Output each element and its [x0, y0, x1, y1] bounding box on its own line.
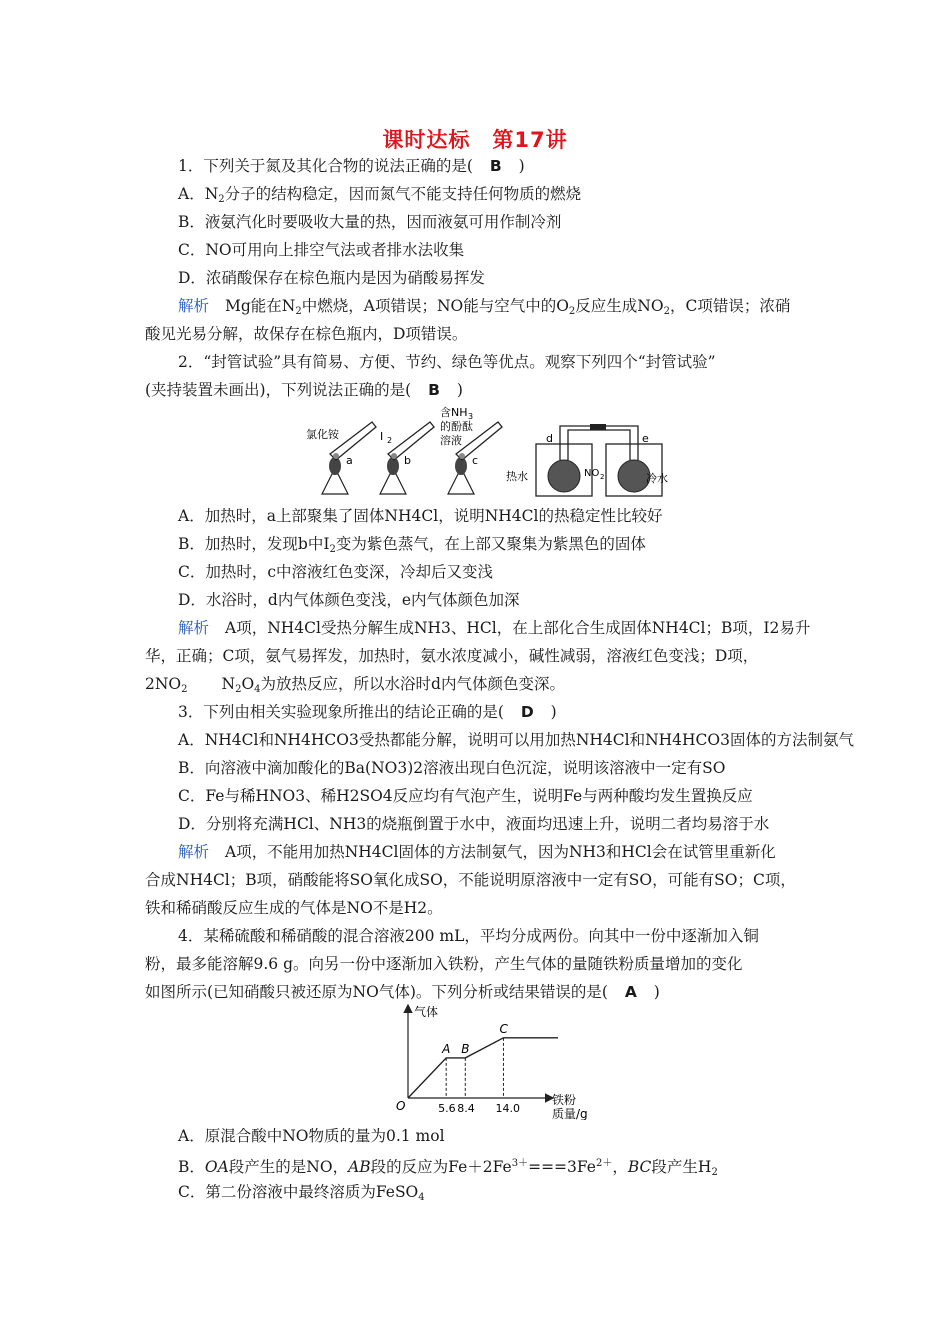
svg-text:c: c: [472, 454, 479, 467]
q2-stem-line1: 2．“封管试验”具有简易、方便、节约、绿色等优点。观察下列四个“封管试验”: [178, 353, 716, 371]
q3-explanation-cont2: 铁和稀硝酸反应生成的气体是NO不是H2。: [145, 899, 443, 917]
q2-option-b: B．加热时，发现b中$I_2$变为紫色蒸气，在上部又聚集为紫黑色的固体: [178, 535, 646, 555]
point-label-B: B: [461, 1041, 470, 1056]
svg-text:NO: NO: [584, 468, 600, 479]
q3-option-d: D．分别将充满HCl、NH3的烧瓶倒置于水中，液面均迅速上升，说明二者均易溶于水: [178, 815, 770, 833]
label-ammonium-chloride: 氯化铵: [306, 428, 339, 441]
q1-option-d: D．浓硝酸保存在棕色瓶内是因为硝酸易挥发: [178, 269, 485, 287]
svg-text:溶液: 溶液: [440, 434, 462, 447]
svg-text:2: 2: [387, 436, 393, 445]
q3-option-a: A．NH4Cl和NH4HCO3受热都能分解，说明可以用加热NH4Cl和NH4HCO3固体的方法制氨气: [178, 731, 854, 749]
svg-text:I: I: [380, 430, 384, 443]
q3-stem: 3．下列由相关实验现象所推出的结论正确的是( D ): [178, 703, 557, 721]
x-axis-label-2: 质量/g: [552, 1107, 588, 1120]
svg-text:含NH: 含NH: [440, 406, 468, 419]
svg-text:冷水: 冷水: [646, 472, 668, 485]
svg-text:3: 3: [468, 412, 474, 421]
svg-text:d: d: [546, 432, 553, 445]
q2-explanation-cont2: $2NO_2$ $N_2O_4$为放热反应，所以水浴时d内气体颜色变深。: [145, 675, 565, 695]
q2-explanation-cont1: 华，正确；C项，氨气易挥发，加热时，氨水浓度减小，碱性减弱，溶液红色变浅；D项，: [145, 647, 759, 665]
y-axis-label: 气体: [414, 1005, 439, 1019]
gas-vs-iron-chart: [390, 1002, 620, 1120]
q3-option-c: C．Fe与稀HNO3、稀H2SO4反应均有气泡产生，说明Fe与两种酸均发生置换反应: [178, 787, 753, 805]
q2-stem-line2: (夹持装置未画出)，下列说法正确的是( B ): [145, 381, 463, 399]
q1-option-b: B．液氨汽化时要吸收大量的热，因而液氨可用作制冷剂: [178, 213, 562, 231]
x-tick-label: 8.4: [457, 1102, 475, 1115]
explanation-label: 解析: [178, 297, 210, 315]
origin-label: O: [396, 1099, 406, 1113]
q2-option-d: D．水浴时，d内气体颜色变浅，e内气体颜色加深: [178, 591, 520, 609]
q2-explanation: 解析 A项，NH4Cl受热分解生成NH3、HCl，在上部化合生成固体NH4Cl；B项，I2易升: [178, 619, 811, 637]
q1-explanation-cont: 酸见光易分解，故保存在棕色瓶内，D项错误。: [145, 325, 468, 343]
q3-explanation-cont1: 合成NH4Cl；B项，硝酸能将SO氧化成SO，不能说明原溶液中一定有SO，可能有SO；C项，: [145, 871, 796, 889]
q4-stem-line2: 粉，最多能溶解9.6 g。向另一份中逐渐加入铁粉，产生气体的量随铁粉质量增加的变化: [145, 955, 743, 973]
q4-option-a: A．原混合酸中NO物质的量为0.1 mol: [178, 1127, 445, 1145]
point-label-A: A: [442, 1041, 451, 1056]
svg-text:2: 2: [600, 473, 605, 481]
q3-option-b: B．向溶液中滴加酸化的Ba(NO3)2溶液出现白色沉淀，说明该溶液中一定有SO: [178, 759, 726, 777]
q1-answer: B: [489, 157, 502, 175]
q1-stem: 1．下列关于氮及其化合物的说法正确的是( B ): [178, 157, 525, 175]
q1-option-c: C．NO可用向上排空气法或者排水法收集: [178, 241, 465, 259]
sealed-tube-figure: [300, 404, 680, 500]
q2-option-c: C．加热时，c中溶液红色变深，冷却后又变浅: [178, 563, 494, 581]
gas-series-line: [408, 1038, 558, 1098]
svg-text:a: a: [346, 454, 353, 467]
q4-stem-line3: 如图所示(已知硝酸只被还原为NO气体)。下列分析或结果错误的是( A ): [145, 983, 660, 1001]
svg-text:e: e: [642, 432, 649, 445]
q4-stem-line1: 4．某稀硫酸和稀硝酸的混合溶液200 mL，平均分成两份。向其中一份中逐渐加入铜: [178, 927, 759, 945]
x-tick-label: 14.0: [495, 1102, 520, 1115]
x-axis-label-1: 铁粉: [552, 1093, 577, 1107]
q2-option-a: A．加热时，a上部聚集了固体NH4Cl，说明NH4Cl的热稳定性比较好: [178, 507, 663, 525]
x-tick-label: 5.6: [438, 1102, 456, 1115]
q3-explanation: 解析 A项，不能用加热NH4Cl固体的方法制氨气，因为NH3和HCl会在试管里重新化: [178, 843, 776, 861]
q3-answer: D: [520, 703, 534, 721]
svg-text:的酚酞: 的酚酞: [440, 420, 473, 433]
page-title: 课时达标 第17讲: [382, 128, 568, 152]
svg-text:热水: 热水: [506, 470, 528, 483]
q2-answer: B: [428, 381, 440, 399]
q4-option-b: B．OA段产生的是NO，AB段的反应为$Fe+2Fe^{3+}===3Fe^{2+}$，BC段产生$H_2$: [178, 1158, 718, 1178]
q4-option-c: C．第二份溶液中最终溶质为FeSO$_4$: [178, 1183, 425, 1203]
q1-option-a: A．$N_2$分子的结构稳定，因而氮气不能支持任何物质的燃烧: [178, 185, 582, 205]
q4-answer: A: [624, 983, 637, 1001]
svg-text:b: b: [404, 454, 411, 467]
q1-explanation: 解析 Mg能在$N_2$中燃烧，A项错误；NO能与空气中的$O_2$反应生成$NO_2$，C项错误；浓硝: [178, 297, 791, 317]
point-label-C: C: [499, 1021, 508, 1036]
